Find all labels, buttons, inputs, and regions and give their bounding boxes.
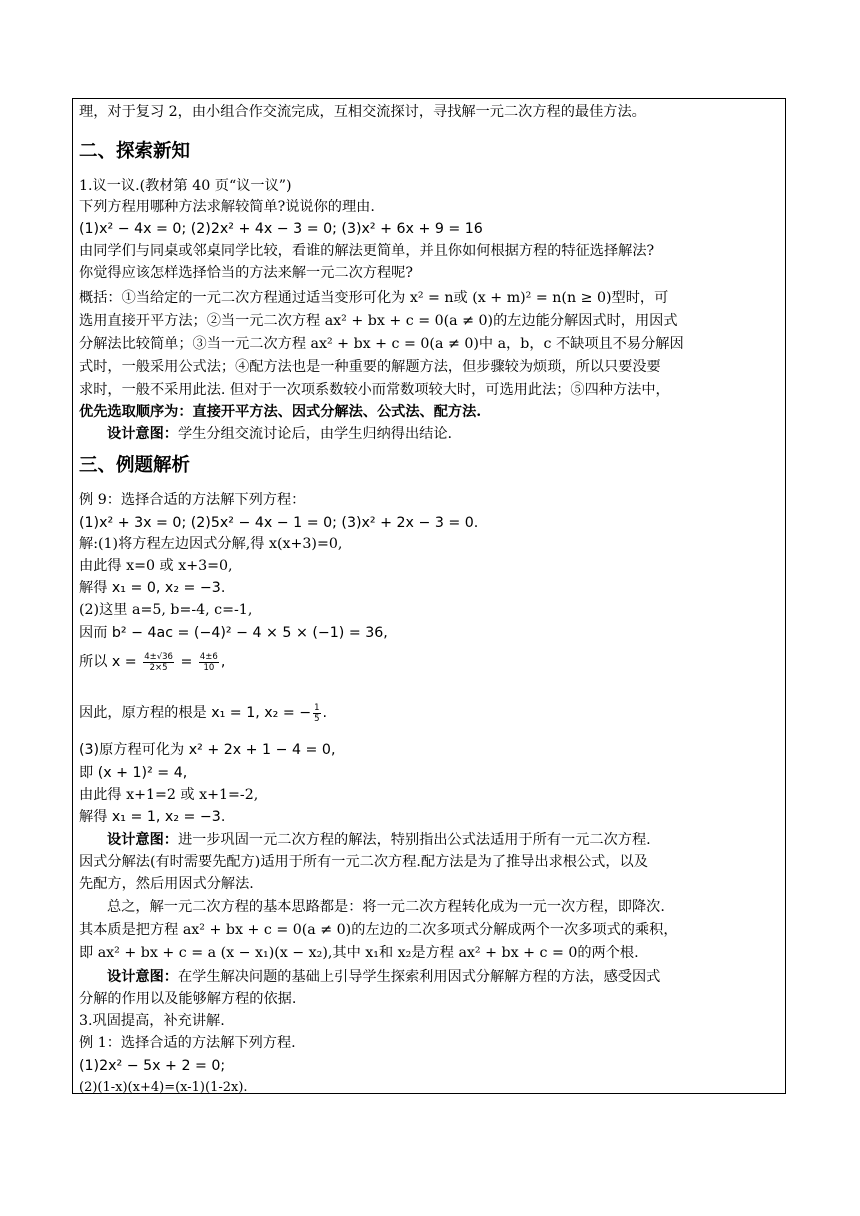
text-line: (2)这里 a=5, b=-4, c=-1, [79, 602, 253, 618]
numerator: 4±6 [199, 651, 218, 662]
fraction-line [79, 651, 225, 673]
denominator: 5 [314, 713, 320, 724]
design-intent-text: 学生分组交流讨论后，由学生归纳得出结论. [177, 426, 453, 442]
text-line: (2)(1-x)(x+4)=(x-1)(1-2x). [79, 1080, 248, 1095]
text-line: 选用直接开平方法；②当一元二次方程 ax² + bx + c = 0(a ≠ 0)的左边能分解因式时，用因式 [79, 313, 678, 329]
equation-line: 因而 b² − 4ac = (−4)² − 4 × 5 × (−1) = 36, [79, 625, 388, 641]
text-line: 其本质是把方程 ax² + bx + c = 0(a ≠ 0)的左边的二次多项式分解成两个一次多项式的乘积， [79, 922, 678, 938]
design-intent-line [107, 829, 651, 851]
design-intent-text: 进一步巩固一元二次方程的解法，特别指出公式法适用于所有一元二次方程. [177, 832, 651, 848]
text-span: , [220, 654, 226, 670]
design-intent-line [107, 423, 452, 445]
text-line: 解:(1)将方程左边因式分解,得 x(x+3)=0, [79, 536, 343, 552]
text-line: 理，对于复习 2，由小组合作交流完成，互相交流探讨，寻找解一元二次方程的最佳方法。 [79, 104, 646, 120]
denominator: 10 [203, 662, 215, 673]
fraction [199, 652, 219, 673]
text-line: 概括：①当给定的一元二次方程通过适当变形可化为 x² = n或 (x + m)² = n(n ≥ 0)型时，可 [79, 290, 669, 306]
text-line: 总之，解一元二次方程的基本思路都是：将一元二次方程转化成为一元一次方程，即降次. [107, 899, 665, 915]
text-span: . [322, 705, 328, 721]
design-intent-label: 设计意图： [107, 426, 178, 442]
fraction [313, 703, 320, 724]
equation-line: 即 (x + 1)² = 4, [79, 765, 188, 781]
text-span: = [175, 654, 197, 670]
text-line: 由同学们与同桌或邻桌同学比较，看谁的解法更简单，并且你如何根据方程的特征选择解法? [79, 243, 655, 259]
text-line: 下列方程用哪种方法求解较简单?说说你的理由. [79, 199, 375, 215]
content-frame [72, 98, 786, 1094]
text-line: 1.议一议.(教材第 40 页“议一议”) [79, 178, 292, 194]
numerator: 4±√36 [144, 651, 173, 662]
text-span: 所以 x = [79, 654, 142, 670]
design-intent-line [107, 966, 660, 988]
equation-line: (1)x² + 3x = 0; (2)5x² − 4x − 1 = 0; (3)x² + 2x − 3 = 0. [79, 515, 479, 531]
fraction [143, 652, 174, 673]
text-span: 因此，原方程的根是 x₁ = 1, x₂ = − [79, 705, 312, 721]
text-line: 由此得 x=0 或 x+3=0, [79, 558, 233, 574]
text-line: 先配方，然后用因式分解法. [79, 876, 254, 892]
text-line: 即 ax² + bx + c = a (x − x₁)(x − x₂),其中 x₁和 x₂是方程 ax² + bx + c = 0的两个根. [79, 945, 639, 961]
section-heading-examples: 三、例题解析 [79, 455, 191, 476]
text-line: 例 9：选择合适的方法解下列方程： [79, 492, 306, 508]
equation-line: 解得 x₁ = 0, x₂ = −3. [79, 580, 226, 596]
design-intent-label: 设计意图： [107, 832, 178, 848]
equation-line: (3)原方程可化为 x² + 2x + 1 − 4 = 0, [79, 742, 336, 758]
text-line: 由此得 x+1=2 或 x+1=-2, [79, 787, 259, 803]
text-line: 你觉得应该怎样选择恰当的方法来解一元二次方程呢? [79, 265, 413, 281]
text-line: 例 1：选择合适的方法解下列方程. [79, 1035, 296, 1051]
equation-line: 解得 x₁ = 1, x₂ = −3. [79, 809, 226, 825]
text-line: 因式分解法(有时需要先配方)适用于所有一元二次方程.配方法是为了推导出求根公式，以及 [79, 854, 648, 870]
equation-line: (1)2x² − 5x + 2 = 0; [79, 1058, 226, 1074]
fraction-line [79, 702, 327, 724]
numerator: 1 [314, 702, 320, 713]
text-line: 3.巩固提高，补充讲解. [79, 1013, 225, 1029]
equation-line: (1)x² − 4x = 0; (2)2x² + 4x − 3 = 0; (3)x² + 6x + 9 = 16 [79, 221, 483, 237]
text-line: 式时，一般采用公式法；④配方法也是一种重要的解题方法，但步骤较为烦琐，所以只要没要 [79, 359, 661, 375]
text-line: 分解的作用以及能够解方程的依据. [79, 991, 297, 1007]
design-intent-text: 在学生解决问题的基础上引导学生探索利用因式分解解方程的方法，感受因式 [177, 969, 661, 985]
design-intent-label: 设计意图： [107, 969, 178, 985]
section-heading-explore: 二、探索新知 [79, 141, 191, 162]
text-line: 求时，一般不采用此法. 但对于一次项系数较小而常数项较大时，可选用此法；⑤四种方法中， [79, 382, 670, 398]
text-line: 分解法比较简单；③当一元二次方程 ax² + bx + c = 0(a ≠ 0)中 a，b，c 不缺项且不易分解因 [79, 336, 684, 352]
denominator: 2×5 [149, 662, 168, 673]
text-line-bold: 优先选取顺序为：直接开平方法、因式分解法、公式法、配方法. [79, 404, 482, 420]
